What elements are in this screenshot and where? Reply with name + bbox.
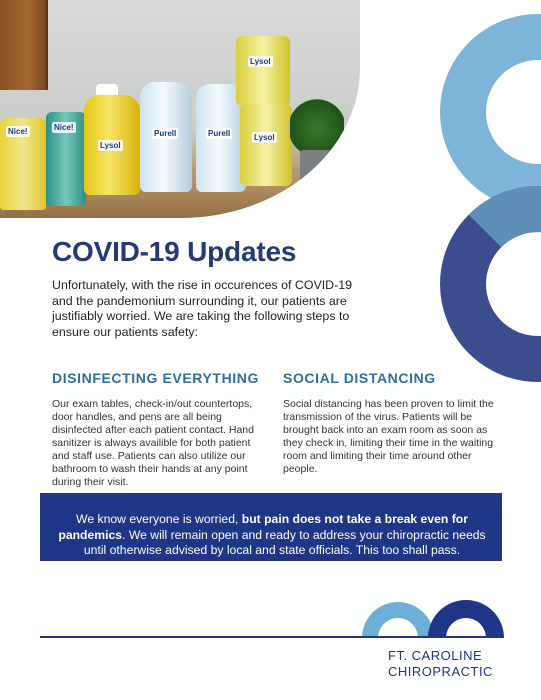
banner-text-bold: but pain does not take a break even for pandemics xyxy=(58,512,468,542)
wipes-label: Lysol xyxy=(250,57,271,66)
spray-label: Lysol xyxy=(100,141,121,150)
page-title: COVID-19 Updates xyxy=(52,236,297,267)
distancing-text: Social distancing has been proven to limit the transmission of the virus. Patients will be brought back into an exam room as soon as they check in, limiting their time in the waiting room and limiting their time around other people. xyxy=(283,398,494,475)
wipes-canister xyxy=(240,104,292,186)
disinfecting-heading: DISINFECTING EVERYTHING xyxy=(52,370,259,386)
notice-banner-text xyxy=(52,512,492,559)
banner-text-part2: . We will remain open and ready to address your chiropractic needs until otherwise advised by local and state officials. This too shall pass. xyxy=(83,527,486,557)
decorative-ring-overlap xyxy=(440,186,541,382)
sanitizer-label: Purell xyxy=(154,129,177,138)
distancing-heading: SOCIAL DISTANCING xyxy=(283,370,436,386)
brand-name xyxy=(388,648,493,680)
brand-line-2: CHIROPRACTIC xyxy=(388,664,493,679)
wipes-label: Nice! xyxy=(8,127,28,136)
brand-line-1: FT. CAROLINE xyxy=(388,648,483,663)
wipes-label: Lysol xyxy=(254,133,275,142)
disinfecting-text: Our exam tables, check-in/out countertops, door handles, and pens are all being disinfected after each patient contact. Hand sanitizer is always availible for both patient and staff use. Patients can also utilize our bathroom to wash their hands at any point during their visit. xyxy=(52,398,254,488)
plant xyxy=(290,98,344,158)
wipes-label: Nice! xyxy=(54,123,74,132)
intro-paragraph: Unfortunately, with the rise in occurences of COVID-19 and the pandemonium surrounding it, our patients are justifiably worried. We are taking the following steps to ensure our patients safety: xyxy=(52,278,353,339)
wipes-canister xyxy=(236,36,290,106)
decorative-ring xyxy=(440,14,541,210)
cabinet xyxy=(0,0,48,90)
footer-divider xyxy=(40,636,502,638)
chiropractic-logo-icon xyxy=(358,592,508,638)
banner-text-part1: We know everyone is worried, xyxy=(76,512,242,526)
sanitizer-label: Purell xyxy=(208,129,231,138)
cleaning-supplies-photo xyxy=(0,0,360,218)
plant-pot xyxy=(300,150,338,186)
